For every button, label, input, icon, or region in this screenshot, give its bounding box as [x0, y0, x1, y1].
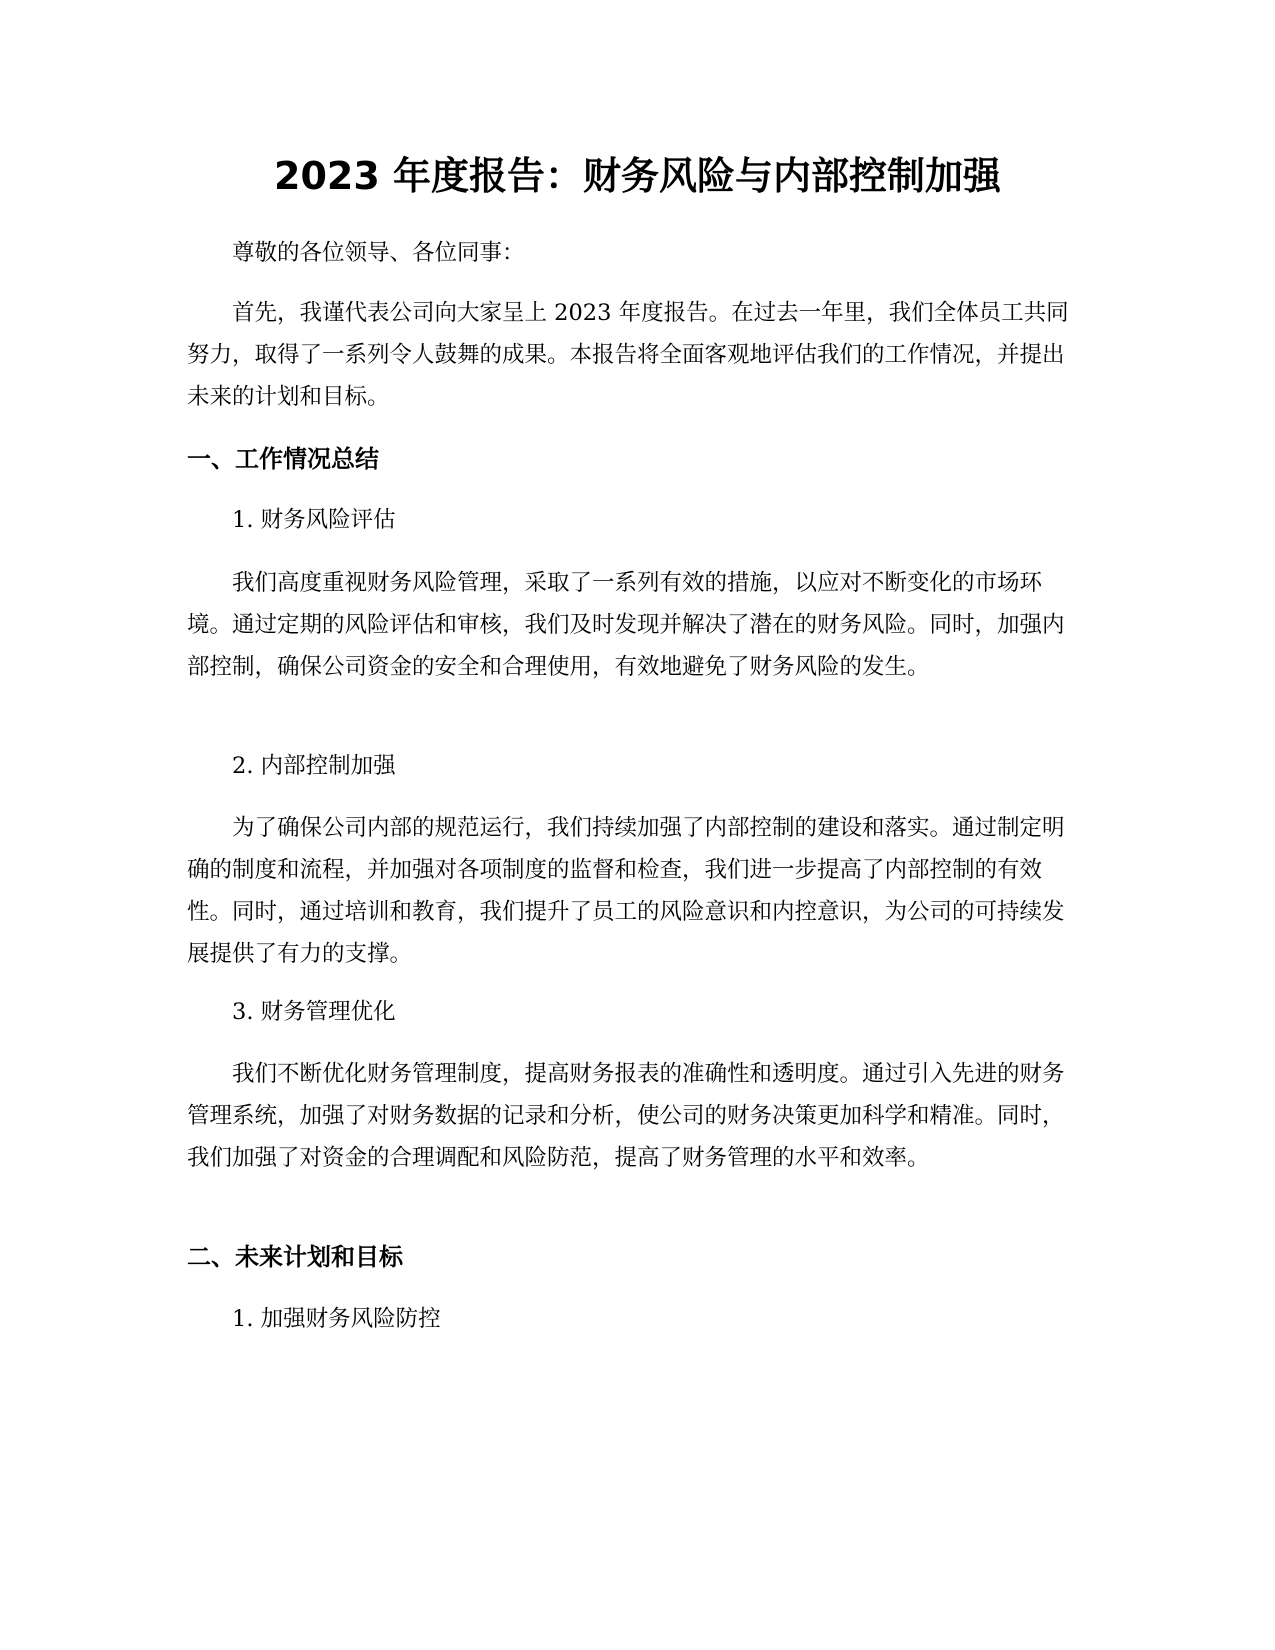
page-title: 2023 年度报告：财务风险与内部控制加强: [274, 154, 1001, 198]
paragraph-financial-risk-assessment: 我们高度重视财务风险管理，采取了一系列有效的措施，以应对不断变化的市场环境。通过定期的风险评估和审核，我们及时发现并解决了潜在的财务风险。同时，加强内部控制，确保公司资金的安全和合理使用，有效地避免了财务风险的发生。: [187, 570, 1065, 680]
subheading-risk-prevention: 1. 加强财务风险防控: [232, 1306, 441, 1332]
subheading-financial-risk-assessment: 1. 财务风险评估: [232, 507, 396, 533]
subheading-financial-management: 3. 财务管理优化: [232, 999, 396, 1025]
intro-paragraph: 首先，我谨代表公司向大家呈上 2023 年度报告。在过去一年里，我们全体员工共同努力，取得了一系列令人鼓舞的成果。本报告将全面客观地评估我们的工作情况，并提出未来的计划和目标。: [187, 300, 1069, 410]
section-heading-work-summary: 一、工作情况总结: [187, 445, 379, 473]
subheading-internal-control: 2. 内部控制加强: [232, 753, 396, 779]
section-heading-future-plans: 二、未来计划和目标: [187, 1243, 403, 1271]
paragraph-financial-management: 我们不断优化财务管理制度，提高财务报表的准确性和透明度。通过引入先进的财务管理系统，加强了对财务数据的记录和分析，使公司的财务决策更加科学和精准。同时，我们加强了对资金的合理调配和风险防范，提高了财务管理的水平和效率。: [187, 1061, 1065, 1171]
paragraph-internal-control: 为了确保公司内部的规范运行，我们持续加强了内部控制的建设和落实。通过制定明确的制度和流程，并加强对各项制度的监督和检查，我们进一步提高了内部控制的有效性。同时，通过培训和教育，我们提升了员工的风险意识和内控意识，为公司的可持续发展提供了有力的支撑。: [187, 815, 1065, 967]
greeting: 尊敬的各位领导、各位同事：: [232, 240, 525, 266]
